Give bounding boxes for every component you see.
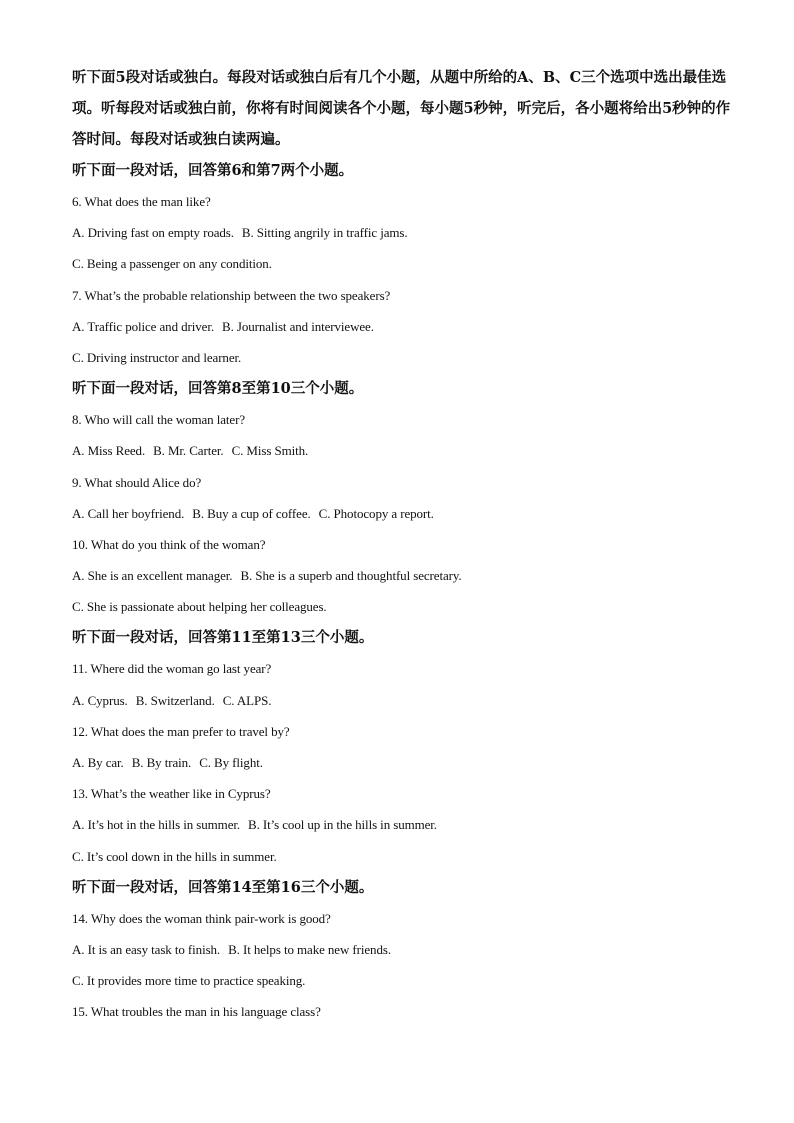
option-b[interactable]: B. Switzerland. <box>135 692 215 708</box>
option-b[interactable]: B. By train. <box>131 755 192 770</box>
question-stem: 9. What should Alice do? <box>72 474 202 490</box>
option-line <box>72 435 732 466</box>
option-c[interactable]: C. Photocopy a report. <box>318 505 434 521</box>
option-b[interactable]: B. Mr. Carter. <box>153 443 224 459</box>
section-heading: 听下面一段对话，回答第11至第13三个小题。 <box>72 629 374 647</box>
option-c[interactable]: C. It provides more time to practice speaking. <box>72 973 306 989</box>
question-stem: 6. What does the man like? <box>72 194 211 209</box>
option-b[interactable]: B. Journalist and interviewee. <box>222 318 374 334</box>
option-c[interactable]: C. She is passionate about helping her colleagues. <box>72 599 327 615</box>
option-a[interactable]: A. She is an excellent manager. <box>72 568 233 584</box>
section-heading: 听下面一段对话，回答第8至第10三个小题。 <box>72 380 364 398</box>
option-c[interactable]: C. Driving instructor and learner. <box>72 349 242 365</box>
option-a[interactable]: A. Driving fast on empty roads. <box>72 225 234 241</box>
option-c[interactable]: C. ALPS. <box>222 692 272 708</box>
listening-instructions: 听下面5段对话或独白。每段对话或独白后有几个小题，从题中所给的A、B、C三个选项中选出最佳选项。听每段对话或独白前，你将有时间阅读各个小题，每小题5秒钟，听完后，各小题将给出5秒钟的作答时间。每段对话或独白读两遍。 <box>72 69 731 148</box>
option-a[interactable]: A. Miss Reed. <box>72 443 146 459</box>
section-dialogue-11-13 <box>72 622 732 871</box>
option-a[interactable]: A. By car. <box>72 755 124 770</box>
exam-page <box>72 62 732 1028</box>
option-line <box>72 560 732 591</box>
question-stem: 14. Why does the woman think pair-work is good? <box>72 910 331 926</box>
question-stem: 7. What’s the probable relationship between the two speakers? <box>72 287 391 303</box>
option-line <box>72 747 732 778</box>
option-a[interactable]: A. Traffic police and driver. <box>72 318 214 334</box>
option-line <box>72 217 732 248</box>
section-heading: 听下面一段对话，回答第6和第7两个小题。 <box>72 162 354 179</box>
question-stem: 8. Who will call the woman later? <box>72 412 245 428</box>
option-line <box>72 342 732 373</box>
option-b[interactable]: B. She is a superb and thoughtful secretary. <box>240 568 462 584</box>
question-stem: 13. What’s the weather like in Cyprus? <box>72 786 271 802</box>
option-c[interactable]: C. Being a passenger on any condition. <box>72 256 272 272</box>
option-line <box>72 685 732 716</box>
option-b[interactable]: B. It helps to make new friends. <box>228 941 391 957</box>
option-b[interactable]: B. Sitting angrily in traffic jams. <box>241 225 408 241</box>
option-line <box>72 965 732 996</box>
option-line <box>72 498 732 529</box>
option-b[interactable]: B. It’s cool up in the hills in summer. <box>248 817 437 833</box>
option-c[interactable]: C. It’s cool down in the hills in summer. <box>72 848 277 864</box>
option-line <box>72 809 732 840</box>
question-stem: 12. What does the man prefer to travel by? <box>72 723 290 739</box>
section-dialogue-8-10 <box>72 373 732 622</box>
option-a[interactable]: A. It is an easy task to finish. <box>72 941 221 957</box>
option-a[interactable]: A. Cyprus. <box>72 692 128 708</box>
option-c[interactable]: C. By flight. <box>199 755 263 770</box>
option-line <box>72 591 732 622</box>
option-line <box>72 934 732 965</box>
option-line <box>72 841 732 872</box>
option-a[interactable]: A. Call her boyfriend. <box>72 505 185 521</box>
question-stem: 15. What troubles the man in his language class? <box>72 1004 321 1020</box>
option-line <box>72 248 732 279</box>
section-dialogue-6-7 <box>72 155 732 373</box>
option-b[interactable]: B. Buy a cup of coffee. <box>192 505 311 521</box>
question-stem: 10. What do you think of the woman? <box>72 536 266 552</box>
section-heading: 听下面一段对话，回答第14至第16三个小题。 <box>72 878 374 896</box>
option-a[interactable]: A. It’s hot in the hills in summer. <box>72 817 241 833</box>
option-line <box>72 311 732 342</box>
section-dialogue-14-16 <box>72 872 732 1028</box>
option-c[interactable]: C. Miss Smith. <box>231 443 309 459</box>
question-stem: 11. Where did the woman go last year? <box>72 661 272 677</box>
